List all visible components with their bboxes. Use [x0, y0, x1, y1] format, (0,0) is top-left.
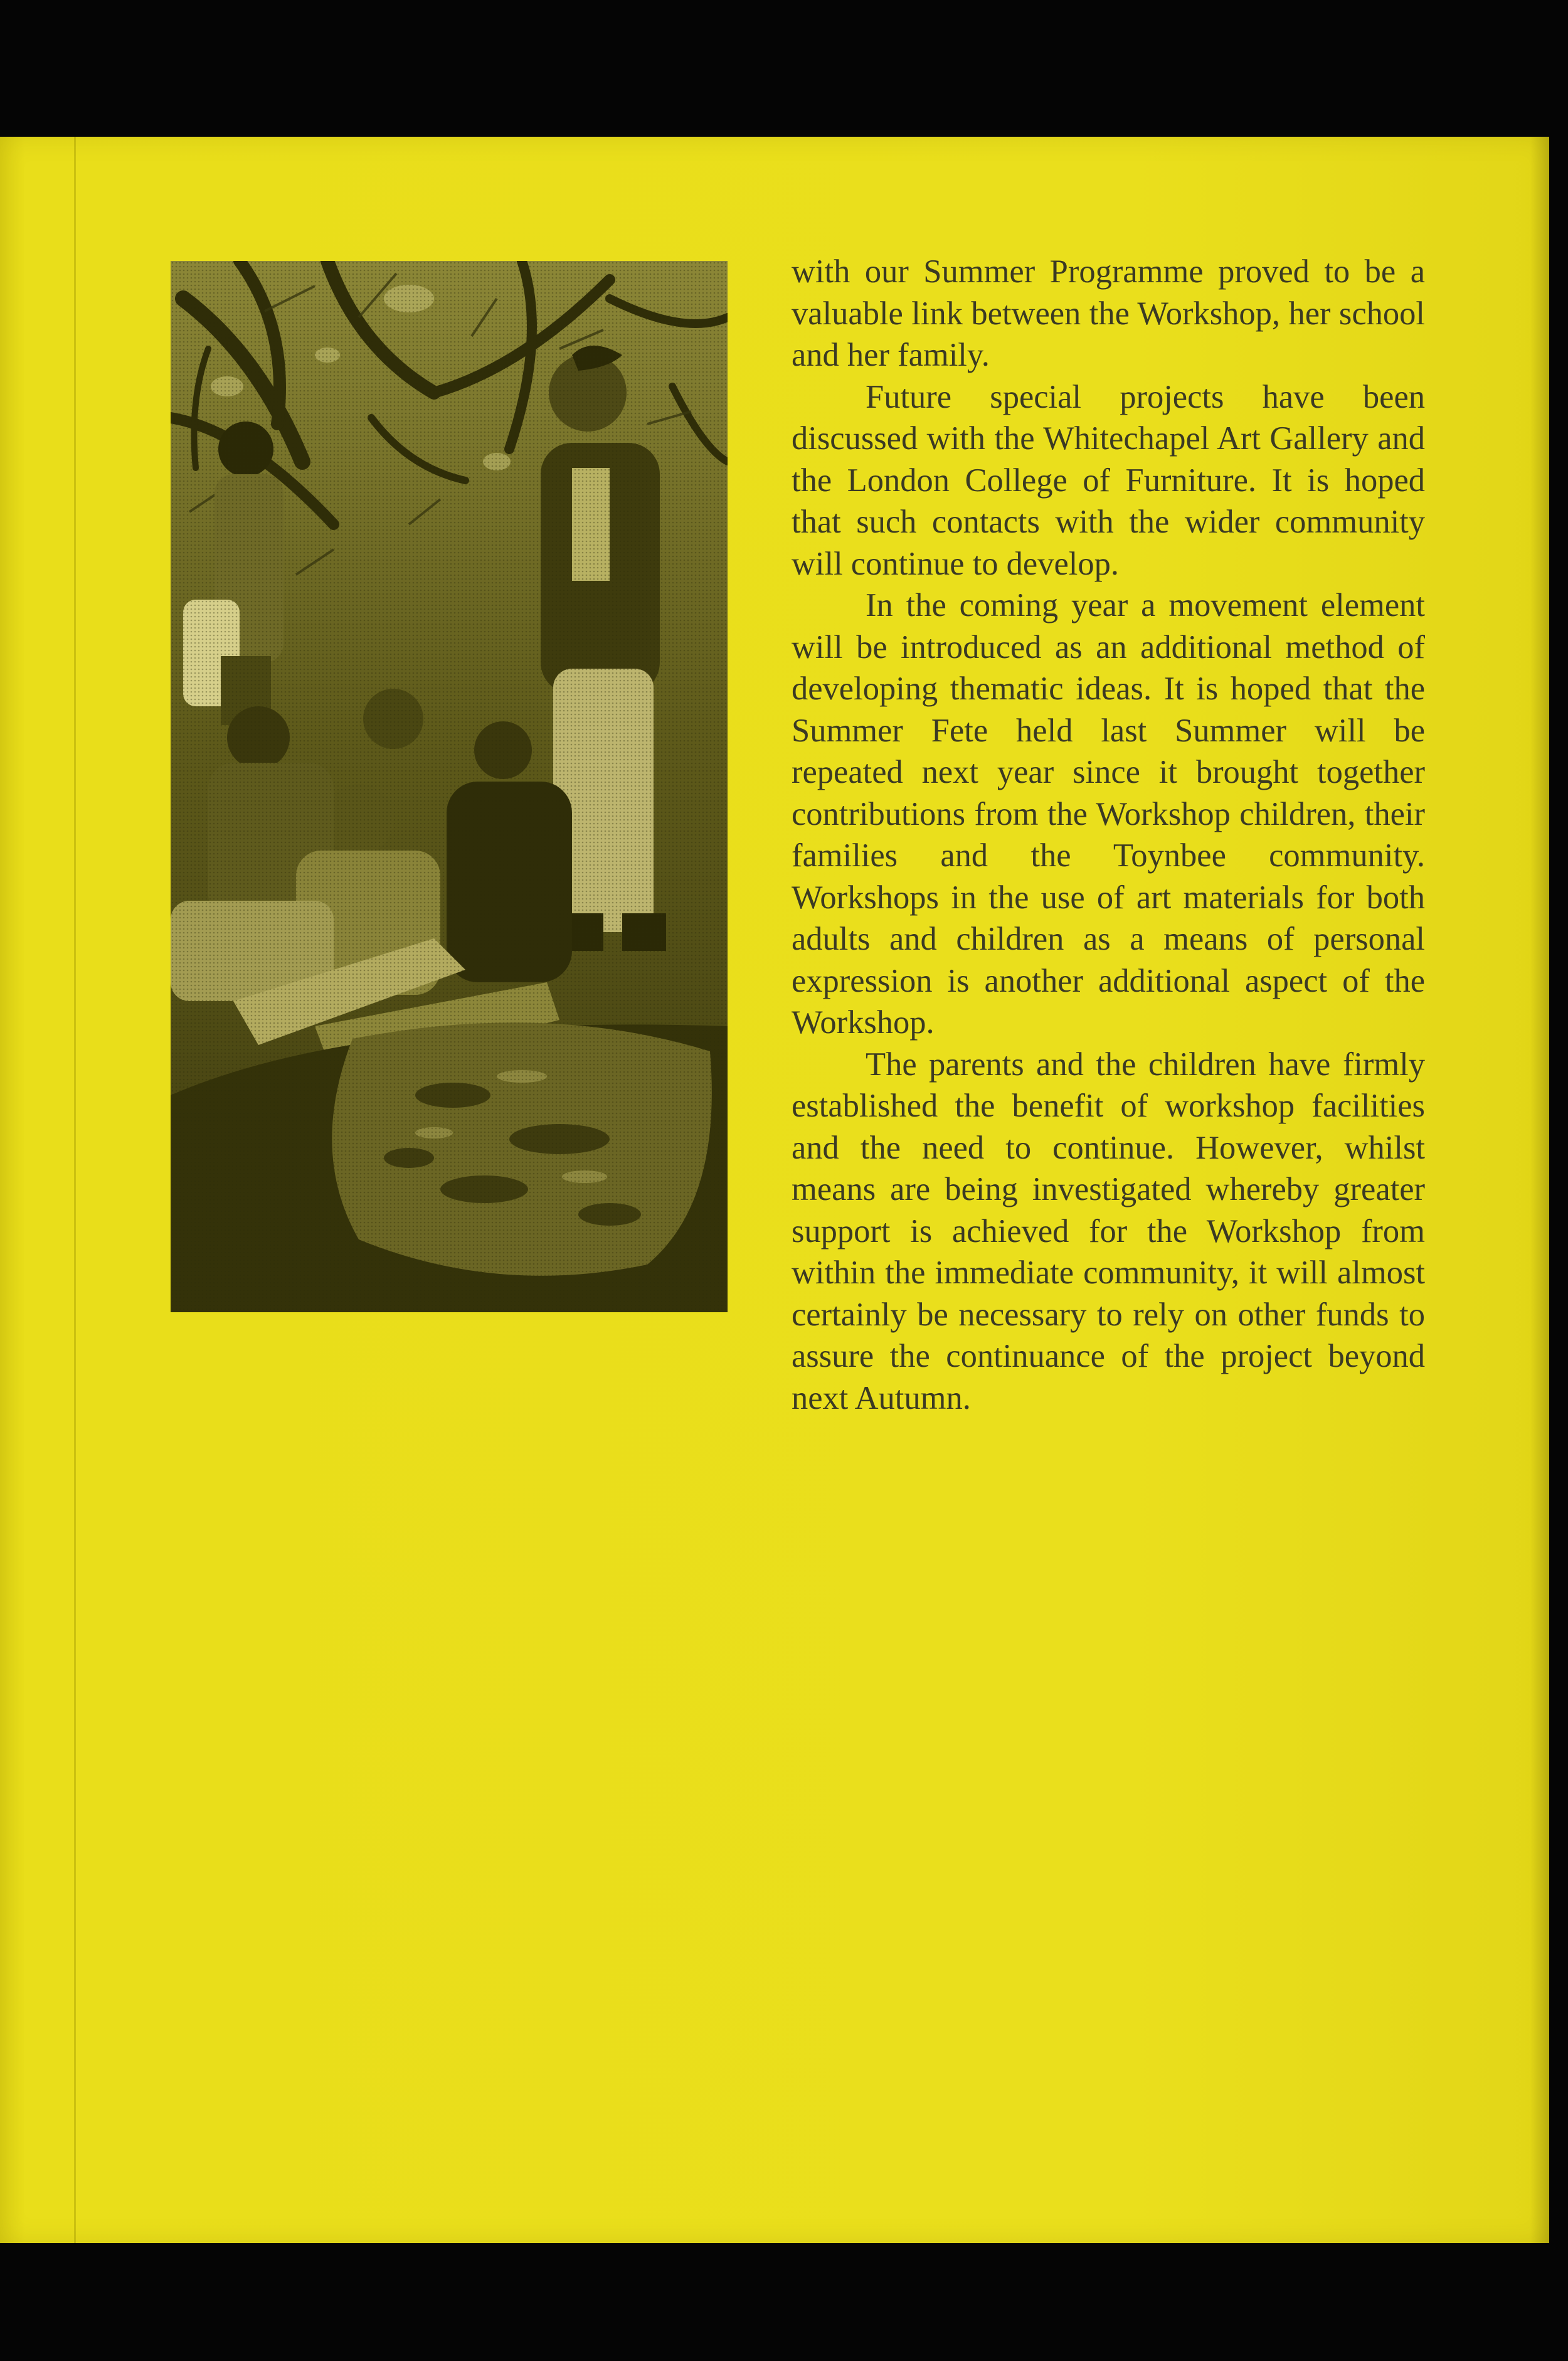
paragraph-parents-children: The parents and the children have firmly established the benefit of workshop facilities and the need to continue. However, whilst means are being investigated whereby greater support is achieved for the Workshop from within the immediate community, it will almost certainly be necessary to rely on other funds to assure the continuance of the project beyond next Autumn.: [792, 1046, 1425, 1416]
body-text-column: [792, 251, 1425, 1419]
page-edge-shadow: [1530, 137, 1549, 2243]
paragraph-summer-programme: with our Summer Programme proved to be a valuable link between the Workshop, her school and her family.: [792, 253, 1425, 373]
paragraph-coming-year: In the coming year a movement element will be introduced as an additional method of developing thematic ideas. It is hoped that the Summer Fete held last Summer will be repeated next year since it brought together contributions from the Workshop children, their families and the Toynbee community. Workshops in the use of art materials for both adults and children as a means of personal expression is another additional aspect of the Workshop.: [792, 587, 1425, 1041]
paragraph-future-projects: Future special projects have been discussed with the Whitechapel Art Gallery and the London College of Furniture. It is hoped that such contacts with the wider community will continue to develop.: [792, 378, 1425, 582]
page-fold: [74, 137, 76, 2243]
photo-illustration: [171, 261, 728, 1312]
children-on-tree-photo-icon: [171, 261, 728, 1312]
